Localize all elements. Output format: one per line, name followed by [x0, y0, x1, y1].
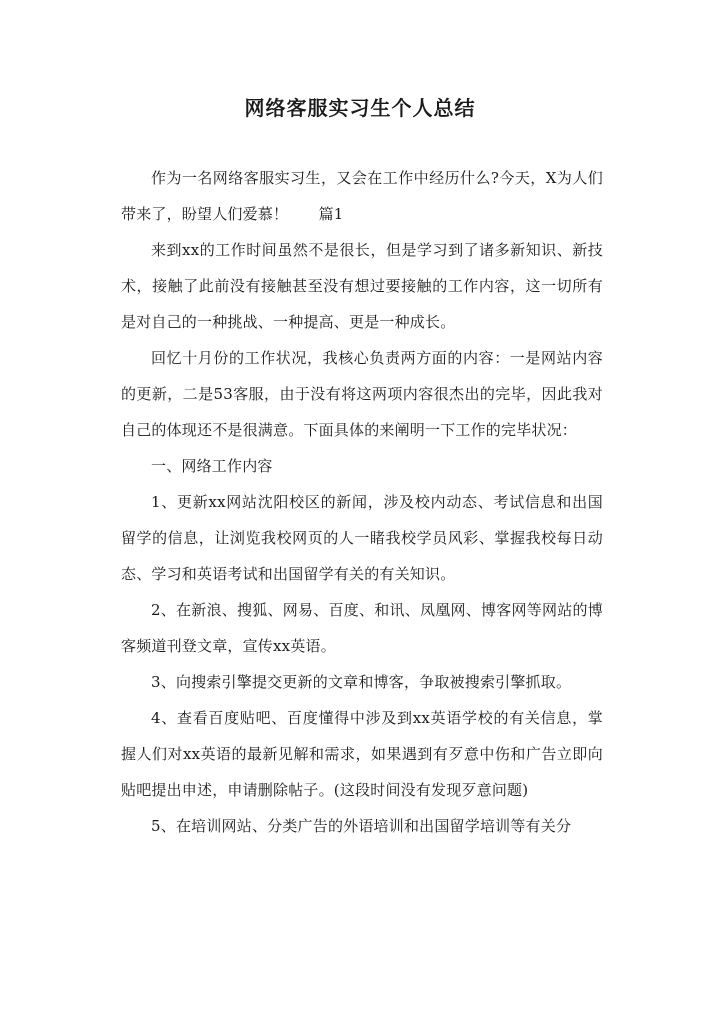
list-item-4: 4、查看百度贴吧、百度懂得中涉及到xx英语学校的有关信息，掌握人们对xx英语的最新见解和需求，如果遇到有歹意中伤和广告立即向贴吧提出申述，申请删除帖子。(这段时间没有发现歹意问题) [121, 709, 603, 799]
paragraph-2: 回忆十月份的工作状况，我核心负责两方面的内容：一是网站内容的更新，二是53客服，由于没有将这两项内容很杰出的完毕，因此我对自己的体现还不是很满意。下面具体的来阐明一下工作的完毕状况： [121, 349, 603, 439]
paragraph-intro: 作为一名网络客服实习生，又会在工作中经历什么?今天，X为人们带来了，盼望人们爱慕！ 篇1 [121, 169, 603, 223]
list-item-3: 3、向搜索引擎提交更新的文章和博客，争取被搜索引擎抓取。 [151, 673, 572, 691]
list-item-1: 1、更新xx网站沈阳校区的新闻，涉及校内动态、考试信息和出国留学的信息，让浏览我校网页的人一睹我校学员风彩、掌握我校每日动态、学习和英语考试和出国留学有关的有关知识。 [121, 493, 603, 583]
document-body [121, 160, 603, 844]
paragraph-1: 来到xx的工作时间虽然不是很长，但是学习到了诸多新知识、新技术，接触了此前没有接触甚至没有想过要接触的工作内容，这一切所有是对自己的一种挑战、一种提高、更是一种成长。 [121, 241, 603, 331]
list-item-2: 2、在新浪、搜狐、网易、百度、和讯、凤凰网、博客网等网站的博客频道刊登文章，宣传xx英语。 [121, 601, 603, 655]
document-title: 网络客服实习生个人总结 [244, 96, 476, 120]
section-heading: 一、网络工作内容 [151, 457, 273, 475]
list-item-5: 5、在培训网站、分类广告的外语培训和出国留学培训等有关分 [151, 817, 572, 835]
